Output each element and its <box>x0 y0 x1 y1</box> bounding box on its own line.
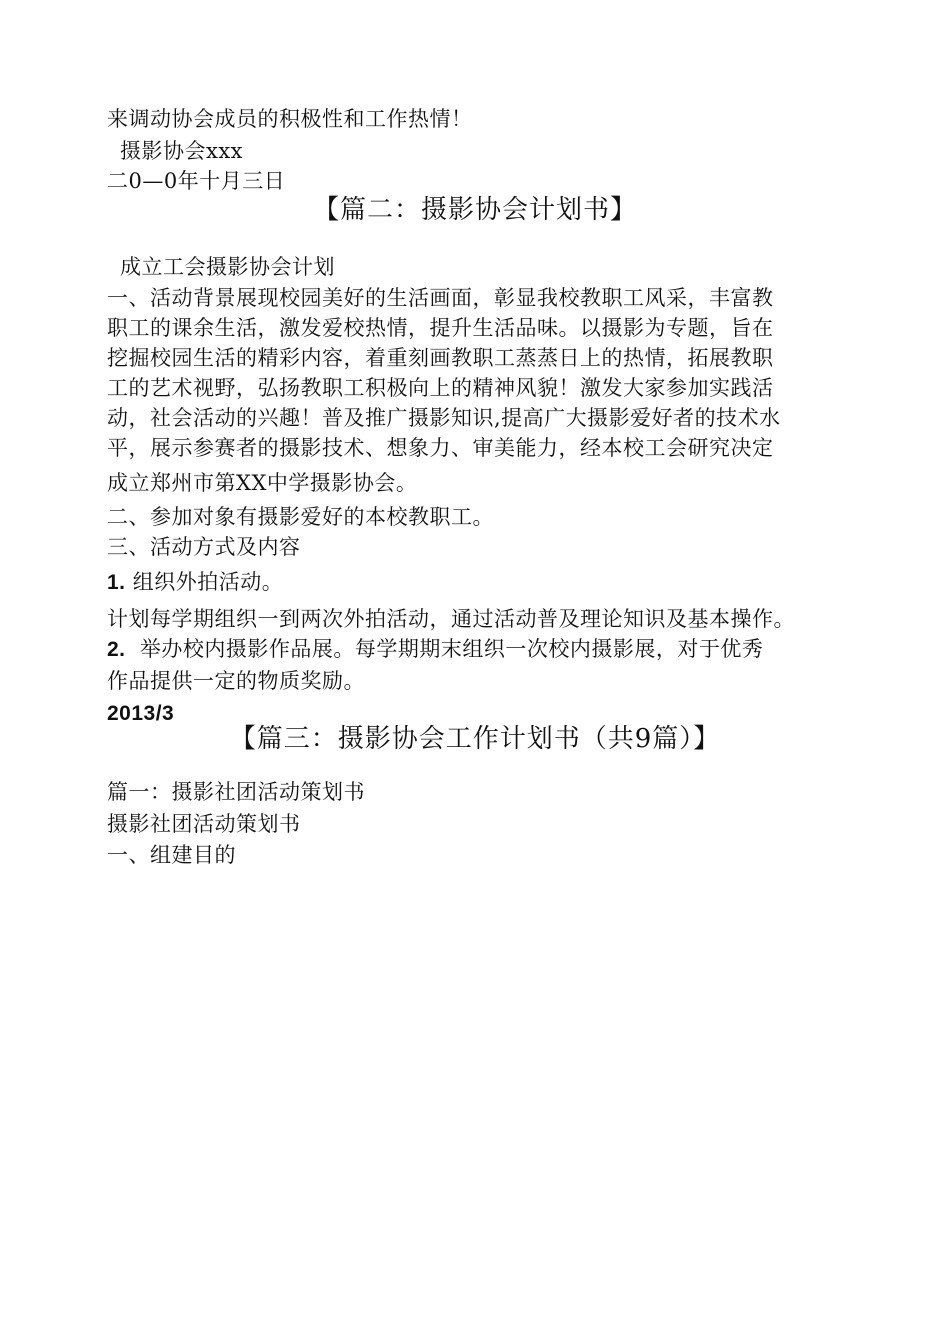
text-line: 计划每学期组织一到两次外拍活动，通过活动普及理论知识及基本操作。 <box>107 607 795 631</box>
text-line: 三、活动方式及内容 <box>107 535 301 559</box>
paragraph-line: 挖掘校园生活的精彩内容，着重刻画教职工蒸蒸日上的热情，拓展教职 <box>107 346 774 370</box>
paragraph-line: 一、活动背景展现校园美好的生活画面，彰显我校教职工风采，丰富教 <box>107 286 774 310</box>
paragraph-line: 成立郑州市第XX中学摄影协会。 <box>107 471 418 495</box>
text-line: 篇一：摄影社团活动策划书 <box>107 780 365 804</box>
text-line: 摄影社团活动策划书 <box>107 812 301 836</box>
paragraph-line: 工的艺术视野，弘扬教职工积极向上的精神风貌！激发大家参加实践活 <box>107 376 774 400</box>
section-heading-part-two: 【篇二：摄影协会计划书】 <box>312 195 637 225</box>
paragraph-line: 动，社会活动的兴趣！普及推广摄影知识,提高广大摄影爱好者的技术水 <box>107 406 781 430</box>
signature-date: 二0—0年十月三日 <box>107 169 286 193</box>
list-item-number: 2. <box>107 638 126 661</box>
list-item-number: 1. <box>107 571 126 594</box>
list-item <box>107 635 763 664</box>
plan-title: 成立工会摄影协会计划 <box>120 255 335 279</box>
association-signature: 摄影协会xxx <box>120 139 244 163</box>
text-line: 一、组建目的 <box>107 843 236 867</box>
section-heading-part-three: 【篇三：摄影协会工作计划书（共9篇）】 <box>229 724 721 754</box>
list-item-text: 举办校内摄影作品展。每学期期末组织一次校内摄影展，对于优秀 <box>139 637 764 661</box>
text-line: 来调动协会成员的积极性和工作热情！ <box>107 107 473 131</box>
list-item <box>107 568 283 597</box>
list-item-text: 组织外拍活动。 <box>132 570 284 594</box>
text-line: 二、参加对象有摄影爱好的本校教职工。 <box>107 505 494 529</box>
paragraph-line: 职工的课余生活，激发爱校热情，提升生活品味。以摄影为专题，旨在 <box>107 316 774 340</box>
date-text: 2013/3 <box>107 702 175 725</box>
paragraph-line: 平，展示参赛者的摄影技术、想象力、审美能力，经本校工会研究决定 <box>107 436 774 460</box>
text-line: 作品提供一定的物质奖励。 <box>107 669 365 693</box>
